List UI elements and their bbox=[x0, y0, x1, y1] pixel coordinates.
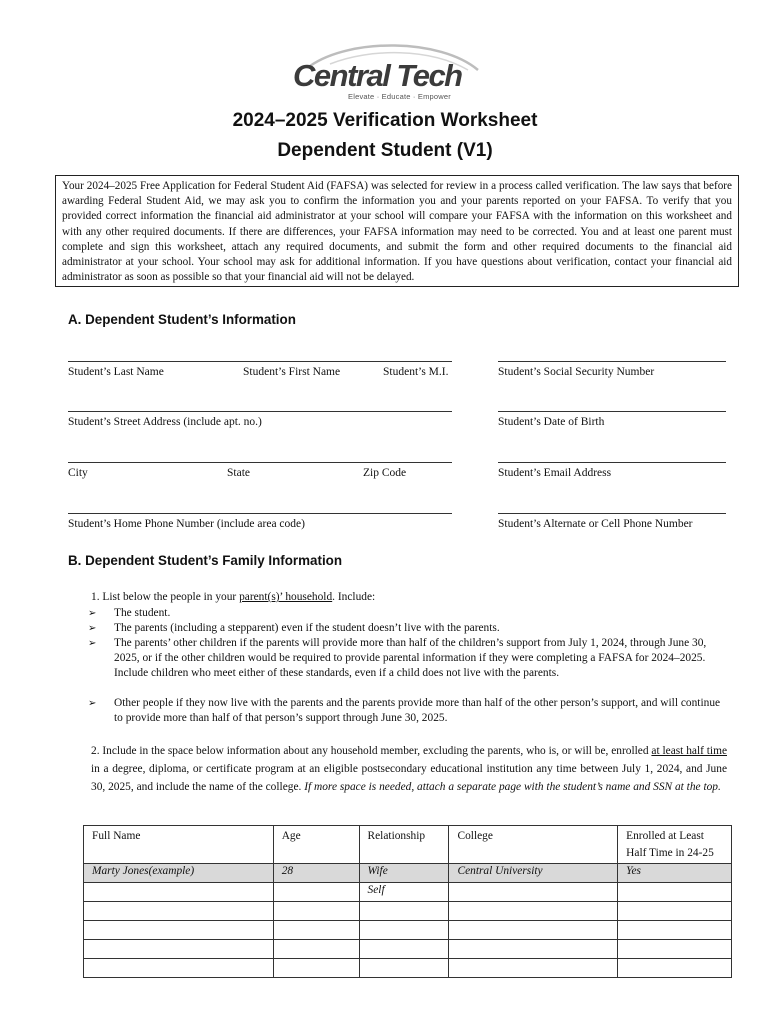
header-age: Age bbox=[273, 826, 359, 864]
cell-age[interactable] bbox=[273, 940, 359, 959]
example-enrolled: Yes bbox=[618, 864, 732, 883]
alt-phone-line[interactable] bbox=[498, 513, 726, 514]
table-row[interactable] bbox=[84, 959, 732, 978]
cell-enrolled[interactable] bbox=[618, 959, 732, 978]
cell-relationship[interactable] bbox=[359, 902, 449, 921]
section-a-heading: A. Dependent Student’s Information bbox=[68, 312, 296, 327]
intro-box: Your 2024–2025 Free Application for Federal Student Aid (FAFSA) was selected for review in a process called verification. The law says that before awarding Federal Student Aid, we may ask you to confirm the information you and your parents reported on your FAFSA. To verify that you provided correct information the financial aid administrator at your school will compare your FAFSA with the information on this worksheet and with any other required documents. If there are differences, your FAFSA information may need to be corrected. You and at least one parent must complete and sign this worksheet, attach any required documents, and submit the form and other required documents to the financial aid administrator at your school. Your school may ask for additional information. If you have questions about verification, contact your financial aid administrator as soon as possible so that your financial aid will not be delayed. bbox=[55, 175, 739, 287]
cell-name[interactable] bbox=[84, 940, 274, 959]
cell-age[interactable] bbox=[273, 959, 359, 978]
example-college: Central University bbox=[449, 864, 618, 883]
table-row[interactable] bbox=[84, 883, 732, 902]
bullet-other-children: ➢ The parents’ other children if the parents will provide more than half of the children’s support from July 1, 2024, through June 30, 2025, or if the other children would be required to provide parental information if they were completing a FAFSA for 2024–2025. Include children who meet either of these standards, even if a child does not live with the parents. bbox=[88, 637, 707, 679]
parents-household-link: parent(s)’ household bbox=[239, 591, 333, 603]
header-college: College bbox=[449, 826, 618, 864]
street-line[interactable] bbox=[68, 411, 452, 412]
example-age: 28 bbox=[273, 864, 359, 883]
email-label: Student’s Email Address bbox=[498, 467, 612, 479]
dob-label: Student’s Date of Birth bbox=[498, 416, 605, 428]
cell-enrolled[interactable] bbox=[618, 921, 732, 940]
cell-college[interactable] bbox=[449, 940, 618, 959]
example-relationship: Wife bbox=[359, 864, 449, 883]
table-row[interactable] bbox=[84, 921, 732, 940]
section-b-heading: B. Dependent Student’s Family Information bbox=[68, 553, 343, 568]
cell-name[interactable] bbox=[84, 883, 274, 902]
bullet-parents: ➢ The parents (including a stepparent) even if the student doesn’t live with the parents. bbox=[88, 622, 500, 634]
first-name-label: Student’s First Name bbox=[243, 366, 341, 378]
half-time-link: at least half time bbox=[651, 745, 727, 757]
cell-age[interactable] bbox=[273, 883, 359, 902]
cell-enrolled[interactable] bbox=[618, 883, 732, 902]
worksheet-subtitle: Dependent Student (V1) bbox=[277, 140, 493, 161]
mi-label: Student’s M.I. bbox=[383, 366, 449, 378]
city-line[interactable] bbox=[68, 462, 452, 463]
last-name-label: Student’s Last Name bbox=[68, 366, 164, 378]
central-tech-logo bbox=[290, 44, 485, 106]
cell-enrolled[interactable] bbox=[618, 940, 732, 959]
arrow-bullet-icon: ➢ bbox=[88, 608, 97, 619]
ssn-line[interactable] bbox=[498, 361, 726, 362]
cell-college[interactable] bbox=[449, 883, 618, 902]
header-relationship: Relationship bbox=[359, 826, 449, 864]
home-phone-label: Student’s Home Phone Number (include area code) bbox=[68, 518, 305, 530]
table-header-row bbox=[84, 826, 732, 864]
state-label: State bbox=[227, 467, 250, 479]
cell-name[interactable] bbox=[84, 921, 274, 940]
street-label: Student’s Street Address (include apt. no.) bbox=[68, 416, 262, 428]
cell-name[interactable] bbox=[84, 959, 274, 978]
arrow-bullet-icon: ➢ bbox=[88, 638, 97, 649]
cell-relationship[interactable] bbox=[359, 940, 449, 959]
cell-college[interactable] bbox=[449, 902, 618, 921]
cell-college[interactable] bbox=[449, 921, 618, 940]
table-row[interactable] bbox=[84, 902, 732, 921]
email-line[interactable] bbox=[498, 462, 726, 463]
home-phone-line[interactable] bbox=[68, 513, 452, 514]
cell-name[interactable] bbox=[84, 902, 274, 921]
item-2: 2. Include in the space below information about any household member, excluding the parents, who is, or will be, enrolled at least half time in a degree, diploma, or certificate program at an eligible postsecondary educational institution any time between July 1, 2024, and June 30, 2025, and include the name of the college. If more space is needed, attach a separate page with the student’s name and SSN at the top. bbox=[91, 745, 727, 793]
table-row-example bbox=[84, 864, 732, 883]
alt-phone-label: Student’s Alternate or Cell Phone Number bbox=[498, 518, 693, 530]
arrow-bullet-icon: ➢ bbox=[88, 698, 97, 709]
bullet-other-people: ➢ Other people if they now live with the parents and the parents provide more than half of the other person’s support, and will continue to provide more than half of that person’s support through June 30, 2025. bbox=[88, 697, 721, 724]
cell-relationship-self: Self bbox=[359, 883, 449, 902]
dob-line[interactable] bbox=[498, 411, 726, 412]
header-enrolled: Enrolled at Least Half Time in 24-25 bbox=[618, 826, 732, 864]
cell-college[interactable] bbox=[449, 959, 618, 978]
cell-age[interactable] bbox=[273, 902, 359, 921]
cell-relationship[interactable] bbox=[359, 921, 449, 940]
city-label: City bbox=[68, 467, 88, 479]
table-row[interactable] bbox=[84, 940, 732, 959]
item-1: 1. List below the people in your parent(s)’ household. Include: bbox=[91, 591, 376, 603]
zip-label: Zip Code bbox=[363, 467, 407, 479]
logo-tagline: Elevate · Educate · Empower bbox=[348, 92, 451, 101]
name-line[interactable] bbox=[68, 361, 452, 362]
worksheet-title: 2024–2025 Verification Worksheet bbox=[232, 110, 538, 131]
cell-age[interactable] bbox=[273, 921, 359, 940]
household-members-table bbox=[83, 825, 732, 978]
cell-enrolled[interactable] bbox=[618, 902, 732, 921]
header-full-name: Full Name bbox=[84, 826, 274, 864]
cell-relationship[interactable] bbox=[359, 959, 449, 978]
example-name: Marty Jones(example) bbox=[84, 864, 274, 883]
bullet-student: ➢ The student. bbox=[88, 607, 171, 619]
ssn-label: Student’s Social Security Number bbox=[498, 366, 655, 378]
logo-name: Central Tech bbox=[293, 58, 462, 93]
arrow-bullet-icon: ➢ bbox=[88, 623, 97, 634]
